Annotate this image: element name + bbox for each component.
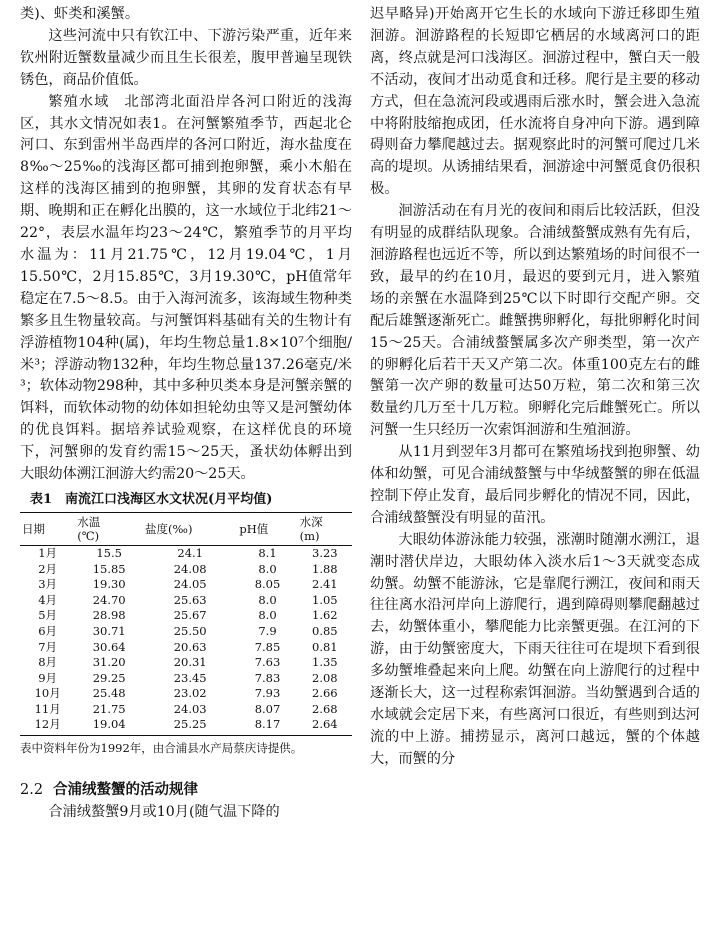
section-title: 合浦绒螯蟹的活动规律: [53, 781, 199, 799]
table-cell: 8.0: [258, 608, 277, 623]
table-cell: 5月: [38, 608, 58, 623]
table-cell: 25.25: [143, 717, 237, 735]
table-header-cell: 水温 (℃): [75, 512, 143, 545]
table-cell: 0.81: [312, 639, 338, 654]
table-caption: 表1 南流江口浅海区水文状况(月平均值): [30, 491, 273, 507]
table-cell: 28.98: [92, 608, 126, 623]
table-cell: 19.04: [75, 717, 143, 735]
paragraph-lead: 繁殖水域: [48, 93, 110, 110]
paragraph: 从11月到翌年3月都可在繁殖场找到抱卵蟹、幼体和幼蟹，可见合浦绒螯蟹与中华绒螯蟹的卵在低温控制下停止发育，最后同步孵化的情况不同，因此，合浦绒螯蟹没有明显的苗汛。: [370, 444, 700, 526]
table-cell: 7.63: [254, 655, 281, 670]
table-row: [20, 577, 352, 593]
table-cell: 2.08: [312, 670, 338, 685]
paragraph-breeding-area: [20, 92, 352, 486]
table-cell: 15.5: [96, 545, 122, 560]
section-heading: [20, 779, 352, 802]
table-cell: 7.9: [258, 623, 277, 638]
table-cell: 11月: [34, 701, 61, 716]
hydrology-table: [20, 488, 352, 736]
paragraph-body: 北部湾北面沿岸各河口附近的浅海区，其水文情况如表1。在河蟹繁殖季节，西起北仑河口、东到雷州半岛西岸的各河口附近，海水盐度在8‰～25‰的浅海区都可捕到抱卵蟹，乘小木船在这样的浅海区捕到的抱卵蟹，其卵的发育状态有早期、晚期和正在孵化出膜的，这一水域位于北纬21～22°，表层水温年均23～24℃，繁殖季节的月平均水温为：11月21.75℃，12月19.04℃，1月15.50℃，2月15.85℃，3月19.30℃，pH值常年稳定在7.5～8.5。由于入海河流多，该海域生物种类繁多且生物量较高。与河蟹饵料基础有关的生物计有浮游植物104种(属)，年均生物总量1.8×10⁷个细胞/米³；浮游动物132种，年均生物总量137.26毫克/米³；软体动物298种，其中多种贝类本身是河蟹亲蟹的饵料，而软体动物的幼体如担轮幼虫等又是河蟹幼体的优良饵料。据培养试验观察，在这样优良的环境下，河蟹卵的发育约需15～25天，蚤状幼体孵出到大眼幼体溯江洄游大约需20～25天。: [20, 93, 352, 483]
table-header-cell: 日期: [20, 512, 75, 545]
table-cell: 24.05: [173, 577, 207, 592]
table-cell: 31.20: [92, 655, 126, 670]
table-note: 表中资料年份为1992年，由合浦县水产局蔡庆诗提供。: [20, 741, 303, 756]
table-cell: 3.23: [312, 545, 338, 560]
paragraph: 迟早略异)开始离开它生长的水域向下游迁移即生殖洄游。洄游路程的长短即它栖居的水域离河口的距离，终点就是河口浅海区。洄游过程中，蟹白天一般不活动，夜间才出动觅食和迁移。爬行是主要的移动方式，但在急流河段或遇雨后涨水时，蟹会进入急流中将附肢缩抱成团，任水流将自身冲向下游。遇到障碍则奋力攀爬越过去。据观察此时的河蟹可爬过几米高的堤坝。从诱捕结果看，洄游途中河蟹觅食仍很积极。: [370, 6, 700, 198]
table-cell: 0.85: [312, 623, 338, 638]
right-column: [370, 4, 700, 771]
table-cell: 29.25: [92, 670, 126, 685]
paragraph: 合浦绒螯蟹9月或10月(随气温下降的: [48, 803, 280, 820]
table-cell: 4月: [38, 592, 58, 607]
table-row: [20, 686, 352, 702]
table-cell: 25.67: [173, 608, 207, 623]
table-cell: 24.08: [173, 561, 207, 576]
table-cell: 30.71: [92, 623, 126, 638]
table-row: [20, 671, 352, 687]
table-cell: 19.30: [92, 577, 126, 592]
table-cell: 1.05: [312, 592, 338, 607]
paragraph: 这些河流中只有钦江中、下游污染严重，近年来钦州附近蟹数量减少而且生长很差，腹甲普遍呈现铁锈色，商品价值低。: [20, 27, 352, 88]
table-cell: 12月: [20, 717, 75, 735]
left-column: [20, 4, 352, 824]
table-row: [20, 655, 352, 671]
table-cell: 25.48: [92, 686, 126, 701]
table-row: [20, 545, 352, 561]
table-cell: 2.64: [298, 717, 352, 735]
table-cell: 3月: [38, 577, 58, 592]
table-cell: 30.64: [92, 639, 126, 654]
table-cell: 24.1: [177, 545, 203, 560]
table-cell: 2.41: [312, 577, 338, 592]
table-row: [20, 608, 352, 624]
table-cell: 2月: [38, 561, 58, 576]
table-row: [20, 717, 352, 735]
table-cell: 7月: [38, 639, 58, 654]
table-cell: 8.1: [258, 545, 277, 560]
table-cell: 1.88: [312, 561, 338, 576]
table-cell: 8.0: [258, 561, 277, 576]
table-cell: 1.62: [312, 608, 338, 623]
table-cell: 2.66: [312, 686, 338, 701]
table-cell: 21.75: [92, 701, 126, 716]
table-cell: 9月: [38, 670, 58, 685]
section-number: 2.2: [20, 782, 44, 799]
table-cell: 2.68: [312, 701, 338, 716]
table-header-cell: pH值: [237, 512, 297, 545]
table-cell: 24.03: [173, 701, 207, 716]
table-cell: 25.63: [173, 592, 207, 607]
table-row: [20, 562, 352, 578]
table-cell: 1月: [38, 545, 58, 560]
table-cell: 20.63: [173, 639, 207, 654]
table-row: [20, 593, 352, 609]
table-body: [20, 545, 352, 735]
table-cell: 15.85: [92, 561, 126, 576]
table-cell: 7.83: [254, 670, 281, 685]
table-row: [20, 624, 352, 640]
table-header-cell: 盐度(‰): [143, 512, 237, 545]
table-cell: 8月: [38, 655, 58, 670]
table-cell: 8.0: [258, 592, 277, 607]
table-cell: 8.17: [237, 717, 297, 735]
table-cell: 8.05: [254, 577, 281, 592]
paragraph: 洄游活动在有月光的夜间和雨后比较活跃，但没有明显的成群结队现象。合浦绒螯蟹成熟有先有后，洄游路程也远近不等，所以到达繁殖场的时间很不一致，最早的约在10月，最迟的要到元月，进入繁殖场的亲蟹在水温降到25℃以下时即行交配产卵。交配后雄蟹逐渐死亡。雌蟹携卵孵化，每批卵孵化时间15～25天。合浦绒螯蟹属多次产卵类型，第一次产的卵孵化后若干天又产第二次。体重100克左右的雌蟹第一次产卵的数量可达50万粒，第二次和第三次数量约几万至十几万粒。卵孵化完后雌蟹死亡。所以河蟹一生只经历一次索饵洄游和生殖洄游。: [370, 203, 700, 439]
table-cell: 7.93: [254, 686, 281, 701]
paragraph: 大眼幼体游泳能力较强，涨潮时随潮水溯江，退潮时潜伏岸边，大眼幼体入淡水后1～3天就变态成幼蟹。幼蟹不能游泳，它是靠爬行溯江，夜间和雨天往往离水沿河岸向上游爬行，遇到障碍则攀爬翻越过去，幼蟹体重小，攀爬能力比亲蟹更强。在江河的下游，由于幼蟹密度大，下雨天往往可在堤坝下看到很多幼蟹堆叠起来向上爬。幼蟹在向上游爬行的过程中逐渐长大，这一过程称索饵洄游。当幼蟹遇到合适的水域就会定居下来，有些离河口很近，有些则到达河流的中上游。捕捞显示，离河口越远，蟹的个体越大，而蟹的分: [370, 531, 700, 767]
table-cell: 6月: [38, 623, 58, 638]
table-cell: 24.70: [92, 592, 126, 607]
table-cell: 20.31: [173, 655, 207, 670]
table-row: [20, 702, 352, 718]
table-cell: 23.02: [173, 686, 207, 701]
table-row: [20, 640, 352, 656]
table-cell: 10月: [34, 686, 61, 701]
table-cell: 7.85: [254, 639, 281, 654]
table-cell: 23.45: [173, 670, 207, 685]
table-cell: 8.07: [254, 701, 281, 716]
paragraph: 类)、虾类和溪蟹。: [20, 6, 140, 22]
table-header-cell: 水深 (m): [298, 512, 352, 545]
table-cell: 1.35: [312, 655, 338, 670]
table-cell: 25.50: [173, 623, 207, 638]
table-header-row: [20, 512, 352, 545]
